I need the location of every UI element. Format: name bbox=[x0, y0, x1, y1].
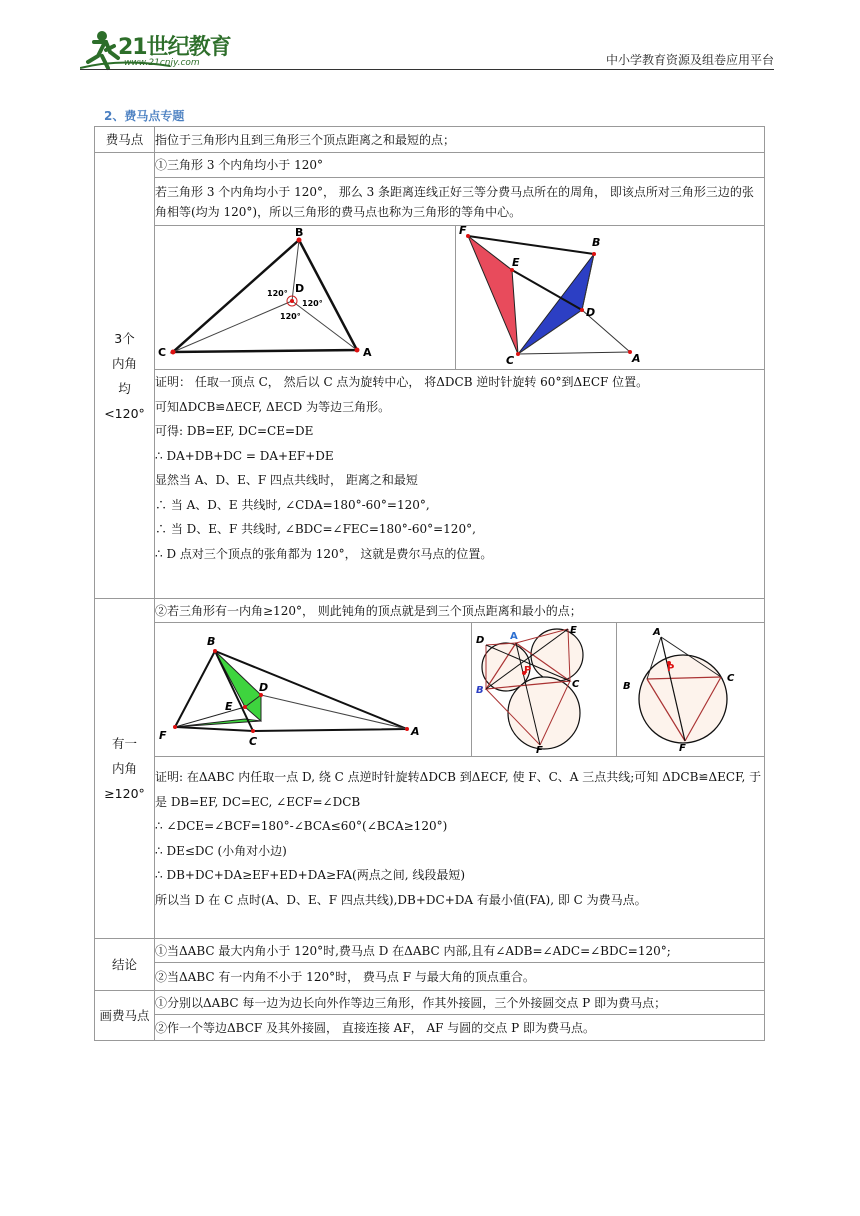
logo-url: www.21cnjy.com bbox=[124, 58, 200, 68]
vertex-label: E bbox=[570, 625, 577, 636]
conclusion-label: 结论 bbox=[95, 939, 155, 991]
vertex-label: F bbox=[679, 743, 686, 753]
drawing-label: 画费马点 bbox=[95, 991, 155, 1041]
proof-line: ∴ 当 A、D、E 共线时, ∠CDA=180°-60°=120°, bbox=[155, 497, 430, 512]
vertex-label: C bbox=[158, 346, 167, 359]
vertex-label: E bbox=[512, 256, 520, 269]
angle-label: 120° bbox=[280, 312, 301, 321]
platform-name: 中小学教育资源及组卷应用平台 bbox=[605, 53, 774, 67]
angle-label: 120° bbox=[302, 299, 323, 308]
section-title: 2、费马点专题 bbox=[104, 109, 185, 123]
case1-label-line: <120° bbox=[104, 405, 145, 421]
logo-text: 21世纪教育 bbox=[118, 35, 231, 60]
case1-heading: ①三角形 3 个内角均小于 120° bbox=[155, 153, 765, 178]
vertex-label: C bbox=[506, 354, 515, 366]
figure-equiangular-center bbox=[155, 226, 456, 369]
case2-label bbox=[95, 599, 155, 939]
vertex-label: P bbox=[667, 663, 675, 674]
case1-intro: 若三角形 3 个内角均小于 120°， 那么 3 条距离连线正好三等分费马点所在的周角， 即该点所对三角形三边的张角相等(均为 120°)，所以三角形的费马点也称为三角形的等角中心。 bbox=[155, 178, 765, 226]
case1-label-line: 内角 bbox=[111, 355, 137, 371]
case2-label-line: ≥120° bbox=[104, 786, 145, 801]
vertex-label: B bbox=[623, 681, 631, 692]
vertex-label: A bbox=[363, 346, 372, 359]
proof-line: ∴ DA+DB+DC = DA+EF+DE bbox=[155, 448, 334, 463]
conclusion-item: ①当ΔABC 最大内角小于 120°时,费马点 D 在ΔABC 内部,且有∠ADB=∠ADC=∠BDC=120°; bbox=[155, 939, 765, 963]
vertex-label: F bbox=[459, 226, 467, 237]
vertex-label: A bbox=[632, 352, 641, 365]
proof-line: 证明: 在ΔABC 内任取一点 D, 绕 C 点逆时针旋转ΔDCB 到ΔECF, 使 F、C、A 三点共线;可知 ΔDCB≌ΔECF, 于是 DB=EF, DC=EC, ∠ECF=∠DCB bbox=[155, 770, 762, 809]
case2-label-line: 内角 bbox=[111, 761, 137, 776]
vertex-label: B bbox=[592, 236, 601, 249]
definition-text: 指位于三角形内且到三角形三个顶点距离之和最短的点； bbox=[155, 127, 765, 153]
case2-figures bbox=[155, 623, 765, 757]
vertex-label: B bbox=[207, 635, 216, 648]
vertex-label: D bbox=[586, 306, 596, 319]
vertex-label: D bbox=[295, 282, 305, 295]
proof-line: ∴ D 点对三个顶点的张角都为 120°， 这就是费尔马点的位置。 bbox=[155, 546, 493, 561]
proof-line: ∴ DE≤DC (小角对小边) bbox=[155, 843, 287, 858]
case2-heading: ②若三角形有一内角≥120°， 则此钝角的顶点就是到三个顶点距离和最小的点； bbox=[155, 599, 765, 623]
proof-line: 显然当 A、D、E、F 四点共线时， 距离之和最短 bbox=[155, 473, 418, 487]
case1-label bbox=[95, 153, 155, 599]
vertex-label: P bbox=[524, 665, 532, 676]
case1-label-line: 3个 bbox=[114, 330, 135, 346]
vertex-label: D bbox=[259, 681, 269, 694]
vertex-label: B bbox=[476, 685, 484, 696]
definition-label: 费马点 bbox=[95, 127, 155, 153]
angle-label: 120° bbox=[267, 289, 288, 298]
vertex-label: D bbox=[476, 635, 485, 646]
vertex-label: F bbox=[159, 729, 167, 742]
page-header bbox=[0, 0, 860, 75]
proof-line: 所以当 D 在 C 点时(A、D、E、F 四点共线),DB+DC+DA 有最小值(FA), 即 C 为费马点。 bbox=[155, 892, 647, 907]
case1-proof bbox=[155, 370, 765, 599]
vertex-label: B bbox=[295, 226, 304, 239]
vertex-label: A bbox=[510, 631, 518, 642]
figure-rotation-proof bbox=[456, 226, 764, 369]
case1-label-line: 均 bbox=[118, 380, 131, 396]
vertex-label: C bbox=[572, 679, 580, 690]
conclusion-item: ②当ΔABC 有一内角不小于 120°时， 费马点 F 与最大角的顶点重合。 bbox=[155, 963, 765, 991]
vertex-label: F bbox=[536, 745, 543, 753]
vertex-label: A bbox=[653, 627, 661, 638]
proof-line: 可得: DB=EF, DC=CE=DE bbox=[155, 424, 314, 438]
drawing-item: ②作一个等边ΔBCF 及其外接圆， 直接连接 AF， AF 与圆的交点 P 即为费马点。 bbox=[155, 1015, 765, 1041]
proof-line: 证明： 任取一顶点 C， 然后以 C 点为旋转中心， 将ΔDCB 逆时针旋转 60°到ΔECF 位置。 bbox=[155, 375, 649, 389]
fermat-point-table bbox=[94, 126, 765, 1041]
case2-label-line: 有一 bbox=[111, 736, 137, 751]
drawing-item: ①分别以ΔABC 每一边为边长向外作等边三角形，作其外接圆，三个外接圆交点 P 即为费马点； bbox=[155, 991, 765, 1015]
figure-three-circumcircles bbox=[472, 623, 617, 756]
vertex-label: A bbox=[411, 725, 420, 738]
proof-line: ∴ ∠DCE=∠BCF=180°-∠BCA≤60°(∠BCA≥120°) bbox=[155, 819, 448, 833]
figure-obtuse-rotation bbox=[155, 623, 472, 756]
vertex-label: C bbox=[249, 735, 258, 748]
proof-line: 可知ΔDCB≌ΔECF, ΔECD 为等边三角形。 bbox=[155, 399, 391, 414]
proof-line: ∴ 当 D、E、F 共线时, ∠BDC=∠FEC=180°-60°=120°, bbox=[155, 522, 476, 536]
case1-figures bbox=[155, 226, 765, 370]
header-rule bbox=[80, 69, 774, 70]
vertex-label: C bbox=[727, 673, 735, 684]
proof-line: ∴ DB+DC+DA≥EF+ED+DA≥FA(两点之间, 线段最短) bbox=[155, 868, 466, 882]
vertex-label: E bbox=[225, 700, 233, 713]
figure-single-circumcircle bbox=[617, 623, 765, 756]
case2-proof bbox=[155, 757, 765, 939]
